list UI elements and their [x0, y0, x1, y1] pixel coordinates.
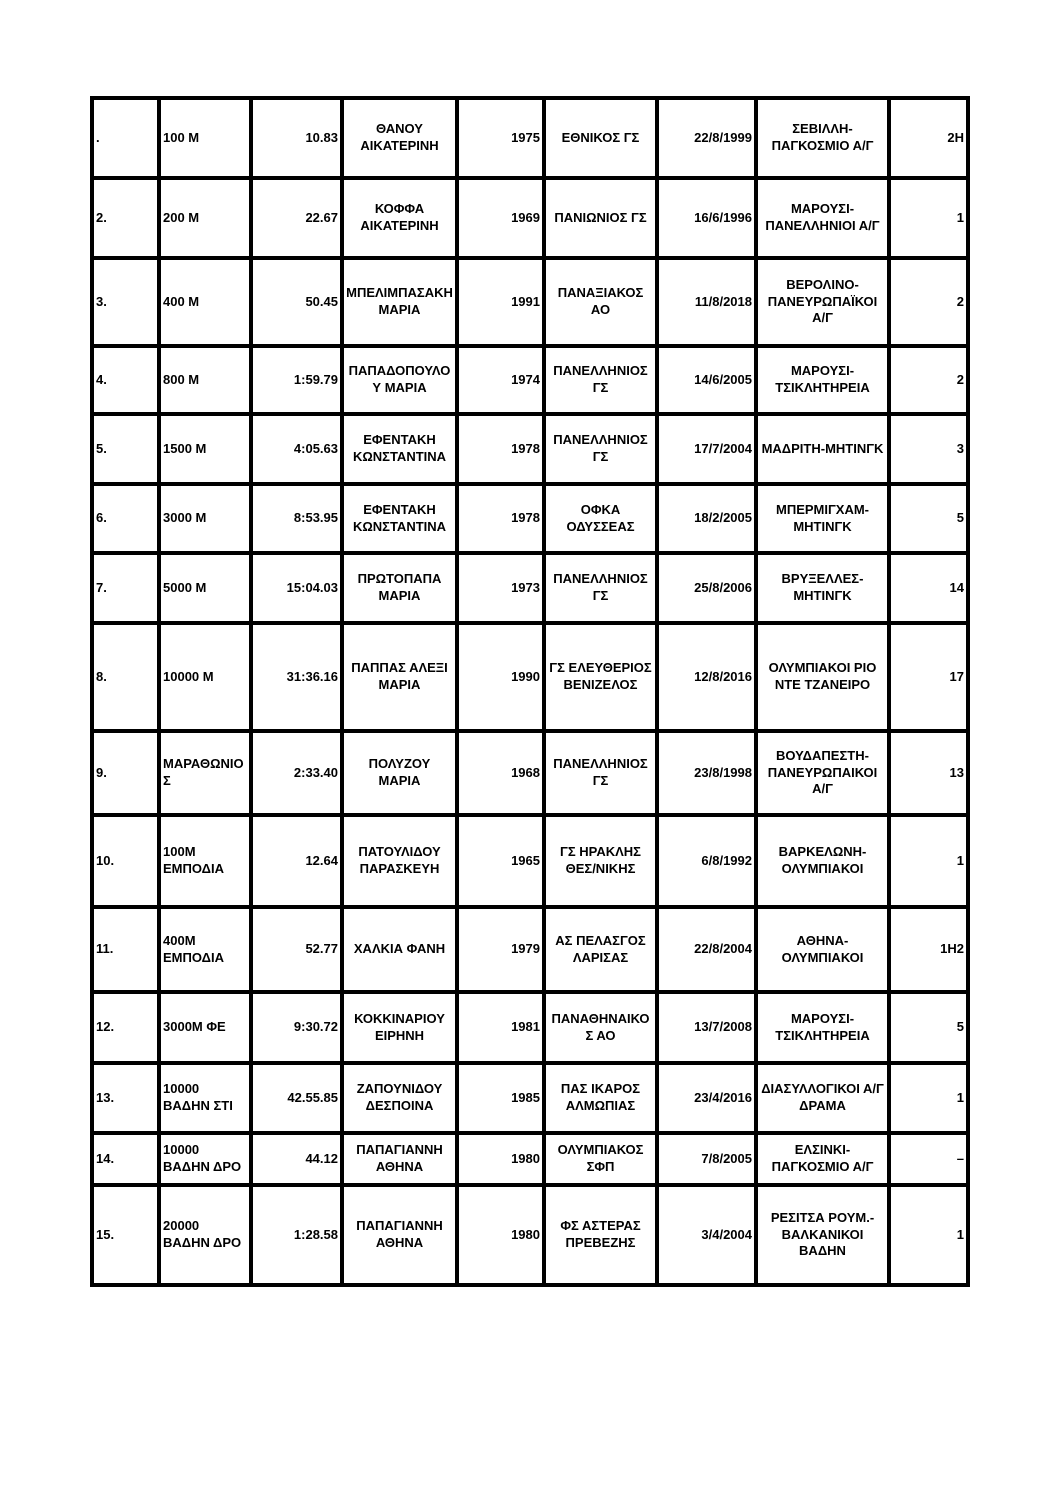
cell-birth-year: 1974: [457, 346, 544, 414]
cell-venue-competition: ΜΠΕΡΜΙΓΧΑΜ-ΜΗΤΙΝΓΚ: [756, 484, 889, 553]
cell-athlete: ΠΑΠΑΓΙΑΝΝΗ ΑΘΗΝΑ: [342, 1185, 457, 1285]
cell-record: 12.64: [251, 815, 342, 907]
cell-athlete: ΖΑΠΟΥΝΙΔΟΥ ΔΕΣΠΟΙΝΑ: [342, 1063, 457, 1133]
cell-record: 42.55.85: [251, 1063, 342, 1133]
cell-place: 1Η2: [889, 907, 968, 992]
cell-venue-competition: ΣΕΒΙΛΛΗ-ΠΑΓΚΟΣΜΙΟ Α/Γ: [756, 98, 889, 178]
table-row: [92, 1063, 968, 1133]
cell-athlete: ΠΑΠΑΔΟΠΟΥΛΟΥ ΜΑΡΙΑ: [342, 346, 457, 414]
cell-date: 13/7/2008: [657, 992, 756, 1063]
cell-place: 1: [889, 815, 968, 907]
cell-row-number: 3.: [92, 258, 159, 346]
cell-athlete: ΕΦΕΝΤΑΚΗ ΚΩΝΣΤΑΝΤΙΝΑ: [342, 414, 457, 484]
cell-club: ΟΛΥΜΠΙΑΚΟΣ ΣΦΠ: [544, 1133, 657, 1185]
cell-athlete: ΧΑΛΚΙΑ ΦΑΝΗ: [342, 907, 457, 992]
cell-record: 2:33.40: [251, 731, 342, 815]
cell-birth-year: 1969: [457, 178, 544, 258]
table-row: [92, 731, 968, 815]
cell-venue-competition: ΜΑΡΟΥΣΙ-ΤΣΙΚΛΗΤΗΡΕΙΑ: [756, 992, 889, 1063]
cell-date: 23/4/2016: [657, 1063, 756, 1133]
cell-club: ΠΑΝΕΛΛΗΝΙΟΣ ΓΣ: [544, 414, 657, 484]
cell-row-number: 4.: [92, 346, 159, 414]
cell-row-number: 14.: [92, 1133, 159, 1185]
cell-birth-year: 1968: [457, 731, 544, 815]
cell-row-number: 8.: [92, 623, 159, 731]
table-row: [92, 414, 968, 484]
cell-club: ΠΑΝΑΘΗΝΑΙΚΟΣ ΑΟ: [544, 992, 657, 1063]
cell-event: 400Μ ΕΜΠΟΔΙΑ: [159, 907, 251, 992]
cell-place: 17: [889, 623, 968, 731]
cell-athlete: ΠΡΩΤΟΠΑΠΑ ΜΑΡΙΑ: [342, 553, 457, 623]
cell-record: 1:28.58: [251, 1185, 342, 1285]
table-row: [92, 258, 968, 346]
cell-venue-competition: ΜΑΔΡΙΤΗ-ΜΗΤΙΝΓΚ: [756, 414, 889, 484]
cell-birth-year: 1975: [457, 98, 544, 178]
cell-event: 800 M: [159, 346, 251, 414]
cell-row-number: 6.: [92, 484, 159, 553]
cell-club: ΠΑΝΕΛΛΗΝΙΟΣ ΓΣ: [544, 553, 657, 623]
cell-record: 8:53.95: [251, 484, 342, 553]
cell-birth-year: 1978: [457, 484, 544, 553]
cell-place: 2H: [889, 98, 968, 178]
table-row: [92, 907, 968, 992]
cell-date: 18/2/2005: [657, 484, 756, 553]
records-table-body: [92, 98, 968, 1285]
cell-place: –: [889, 1133, 968, 1185]
table-row: [92, 484, 968, 553]
cell-birth-year: 1973: [457, 553, 544, 623]
cell-date: 22/8/2004: [657, 907, 756, 992]
cell-event: 20000 ΒΑΔΗΝ ΔΡΟ: [159, 1185, 251, 1285]
cell-record: 10.83: [251, 98, 342, 178]
cell-club: ΕΘΝΙΚΟΣ ΓΣ: [544, 98, 657, 178]
table-row: [92, 346, 968, 414]
cell-birth-year: 1991: [457, 258, 544, 346]
cell-venue-competition: ΜΑΡΟΥΣΙ-ΠΑΝΕΛΛΗΝΙΟΙ Α/Γ: [756, 178, 889, 258]
cell-date: 25/8/2006: [657, 553, 756, 623]
table-row: [92, 992, 968, 1063]
cell-athlete: ΘΑΝΟΥ ΑΙΚΑΤΕΡΙΝΗ: [342, 98, 457, 178]
cell-place: 2: [889, 258, 968, 346]
cell-event: ΜΑΡΑΘΩΝΙΟΣ: [159, 731, 251, 815]
cell-birth-year: 1979: [457, 907, 544, 992]
cell-record: 31:36.16: [251, 623, 342, 731]
cell-athlete: ΚΟΦΦΑ ΑΙΚΑΤΕΡΙΝΗ: [342, 178, 457, 258]
cell-birth-year: 1985: [457, 1063, 544, 1133]
cell-record: 52.77: [251, 907, 342, 992]
cell-club: ΠΑΣ ΙΚΑΡΟΣ ΑΛΜΩΠΙΑΣ: [544, 1063, 657, 1133]
cell-event: 5000 M: [159, 553, 251, 623]
cell-row-number: 15.: [92, 1185, 159, 1285]
cell-record: 9:30.72: [251, 992, 342, 1063]
cell-date: 17/7/2004: [657, 414, 756, 484]
cell-event: 400 M: [159, 258, 251, 346]
cell-date: 23/8/1998: [657, 731, 756, 815]
cell-event: 100Μ ΕΜΠΟΔΙΑ: [159, 815, 251, 907]
cell-record: 50.45: [251, 258, 342, 346]
table-row: [92, 1133, 968, 1185]
cell-record: 44.12: [251, 1133, 342, 1185]
cell-athlete: ΠΑΤΟΥΛΙΔΟΥ ΠΑΡΑΣΚΕΥΗ: [342, 815, 457, 907]
cell-row-number: 7.: [92, 553, 159, 623]
cell-event: 10000 ΒΑΔΗΝ ΣΤΙ: [159, 1063, 251, 1133]
cell-date: 16/6/1996: [657, 178, 756, 258]
cell-birth-year: 1990: [457, 623, 544, 731]
cell-record: 22.67: [251, 178, 342, 258]
cell-row-number: 2.: [92, 178, 159, 258]
cell-event: 3000Μ ΦΕ: [159, 992, 251, 1063]
cell-birth-year: 1981: [457, 992, 544, 1063]
cell-venue-competition: ΒΟΥΔΑΠΕΣΤΗ-ΠΑΝΕΥΡΩΠΑΙΚΟΙ Α/Γ: [756, 731, 889, 815]
cell-event: 1500 M: [159, 414, 251, 484]
cell-date: 22/8/1999: [657, 98, 756, 178]
cell-venue-competition: ΒΡΥΞΕΛΛΕΣ-ΜΗΤΙΝΓΚ: [756, 553, 889, 623]
cell-club: ΟΦΚΑ ΟΔΥΣΣΕΑΣ: [544, 484, 657, 553]
cell-athlete: ΜΠΕΛΙΜΠΑΣΑΚΗ ΜΑΡΙΑ: [342, 258, 457, 346]
cell-date: 3/4/2004: [657, 1185, 756, 1285]
table-row: [92, 815, 968, 907]
cell-club: ΓΣ ΕΛΕΥΘΕΡΙΟΣ ΒΕΝΙΖΕΛΟΣ: [544, 623, 657, 731]
cell-place: 3: [889, 414, 968, 484]
table-row: [92, 178, 968, 258]
table-row: [92, 623, 968, 731]
cell-birth-year: 1965: [457, 815, 544, 907]
cell-venue-competition: ΒΑΡΚΕΛΩΝΗ-ΟΛΥΜΠΙΑΚΟΙ: [756, 815, 889, 907]
cell-place: 1: [889, 1185, 968, 1285]
cell-athlete: ΕΦΕΝΤΑΚΗ ΚΩΝΣΤΑΝΤΙΝΑ: [342, 484, 457, 553]
cell-birth-year: 1980: [457, 1185, 544, 1285]
cell-place: 14: [889, 553, 968, 623]
cell-athlete: ΠΑΠΑΓΙΑΝΝΗ ΑΘΗΝΑ: [342, 1133, 457, 1185]
cell-venue-competition: ΡΕΣΙΤΣΑ ΡΟΥΜ.-ΒΑΛΚΑΝΙΚΟΙ ΒΑΔΗΝ: [756, 1185, 889, 1285]
cell-birth-year: 1980: [457, 1133, 544, 1185]
cell-date: 12/8/2016: [657, 623, 756, 731]
cell-venue-competition: ΒΕΡΟΛΙΝΟ-ΠΑΝΕΥΡΩΠΑΪΚΟΙ Α/Γ: [756, 258, 889, 346]
cell-club: ΠΑΝΕΛΛΗΝΙΟΣ ΓΣ: [544, 731, 657, 815]
cell-club: ΠΑΝΕΛΛΗΝΙΟΣ ΓΣ: [544, 346, 657, 414]
cell-club: ΠΑΝΙΩΝΙΟΣ ΓΣ: [544, 178, 657, 258]
cell-club: ΑΣ ΠΕΛΑΣΓΟΣ ΛΑΡΙΣΑΣ: [544, 907, 657, 992]
cell-event: 10000 ΒΑΔΗΝ ΔΡΟ: [159, 1133, 251, 1185]
cell-event: 100 M: [159, 98, 251, 178]
cell-venue-competition: ΕΛΣΙΝΚΙ-ΠΑΓΚΟΣΜΙΟ Α/Γ: [756, 1133, 889, 1185]
cell-date: 14/6/2005: [657, 346, 756, 414]
cell-venue-competition: ΜΑΡΟΥΣΙ-ΤΣΙΚΛΗΤΗΡΕΙΑ: [756, 346, 889, 414]
cell-date: 7/8/2005: [657, 1133, 756, 1185]
cell-athlete: ΠΟΛΥΖΟΥ ΜΑΡΙΑ: [342, 731, 457, 815]
table-row: [92, 1185, 968, 1285]
cell-row-number: 12.: [92, 992, 159, 1063]
cell-club: ΦΣ ΑΣΤΕΡΑΣ ΠΡΕΒΕΖΗΣ: [544, 1185, 657, 1285]
cell-date: 11/8/2018: [657, 258, 756, 346]
cell-event: 200 M: [159, 178, 251, 258]
cell-row-number: 5.: [92, 414, 159, 484]
cell-row-number: 9.: [92, 731, 159, 815]
cell-record: 4:05.63: [251, 414, 342, 484]
cell-place: 13: [889, 731, 968, 815]
cell-place: 2: [889, 346, 968, 414]
cell-record: 1:59.79: [251, 346, 342, 414]
records-table: [90, 96, 970, 1287]
cell-birth-year: 1978: [457, 414, 544, 484]
cell-club: ΠΑΝΑΞΙΑΚΟΣ ΑΟ: [544, 258, 657, 346]
cell-place: 5: [889, 484, 968, 553]
cell-row-number: 13.: [92, 1063, 159, 1133]
cell-club: ΓΣ ΗΡΑΚΛΗΣ ΘΕΣ/ΝΙΚΗΣ: [544, 815, 657, 907]
cell-athlete: ΚΟΚΚΙΝΑΡΙΟΥ ΕΙΡΗΝΗ: [342, 992, 457, 1063]
cell-event: 3000 M: [159, 484, 251, 553]
cell-venue-competition: ΑΘΗΝΑ-ΟΛΥΜΠΙΑΚΟΙ: [756, 907, 889, 992]
cell-record: 15:04.03: [251, 553, 342, 623]
cell-event: 10000 M: [159, 623, 251, 731]
table-row: [92, 553, 968, 623]
cell-row-number: 11.: [92, 907, 159, 992]
cell-date: 6/8/1992: [657, 815, 756, 907]
cell-row-number: 10.: [92, 815, 159, 907]
cell-place: 5: [889, 992, 968, 1063]
table-row: [92, 98, 968, 178]
cell-venue-competition: ΔΙΑΣΥΛΛΟΓΙΚΟΙ Α/Γ ΔΡΑΜΑ: [756, 1063, 889, 1133]
cell-row-number: .: [92, 98, 159, 178]
cell-athlete: ΠΑΠΠΑΣ ΑΛΕΞΙ ΜΑΡΙΑ: [342, 623, 457, 731]
cell-place: 1: [889, 178, 968, 258]
cell-place: 1: [889, 1063, 968, 1133]
cell-venue-competition: ΟΛΥΜΠΙΑΚΟΙ ΡΙΟ ΝΤΕ ΤΖΑΝΕΙΡΟ: [756, 623, 889, 731]
